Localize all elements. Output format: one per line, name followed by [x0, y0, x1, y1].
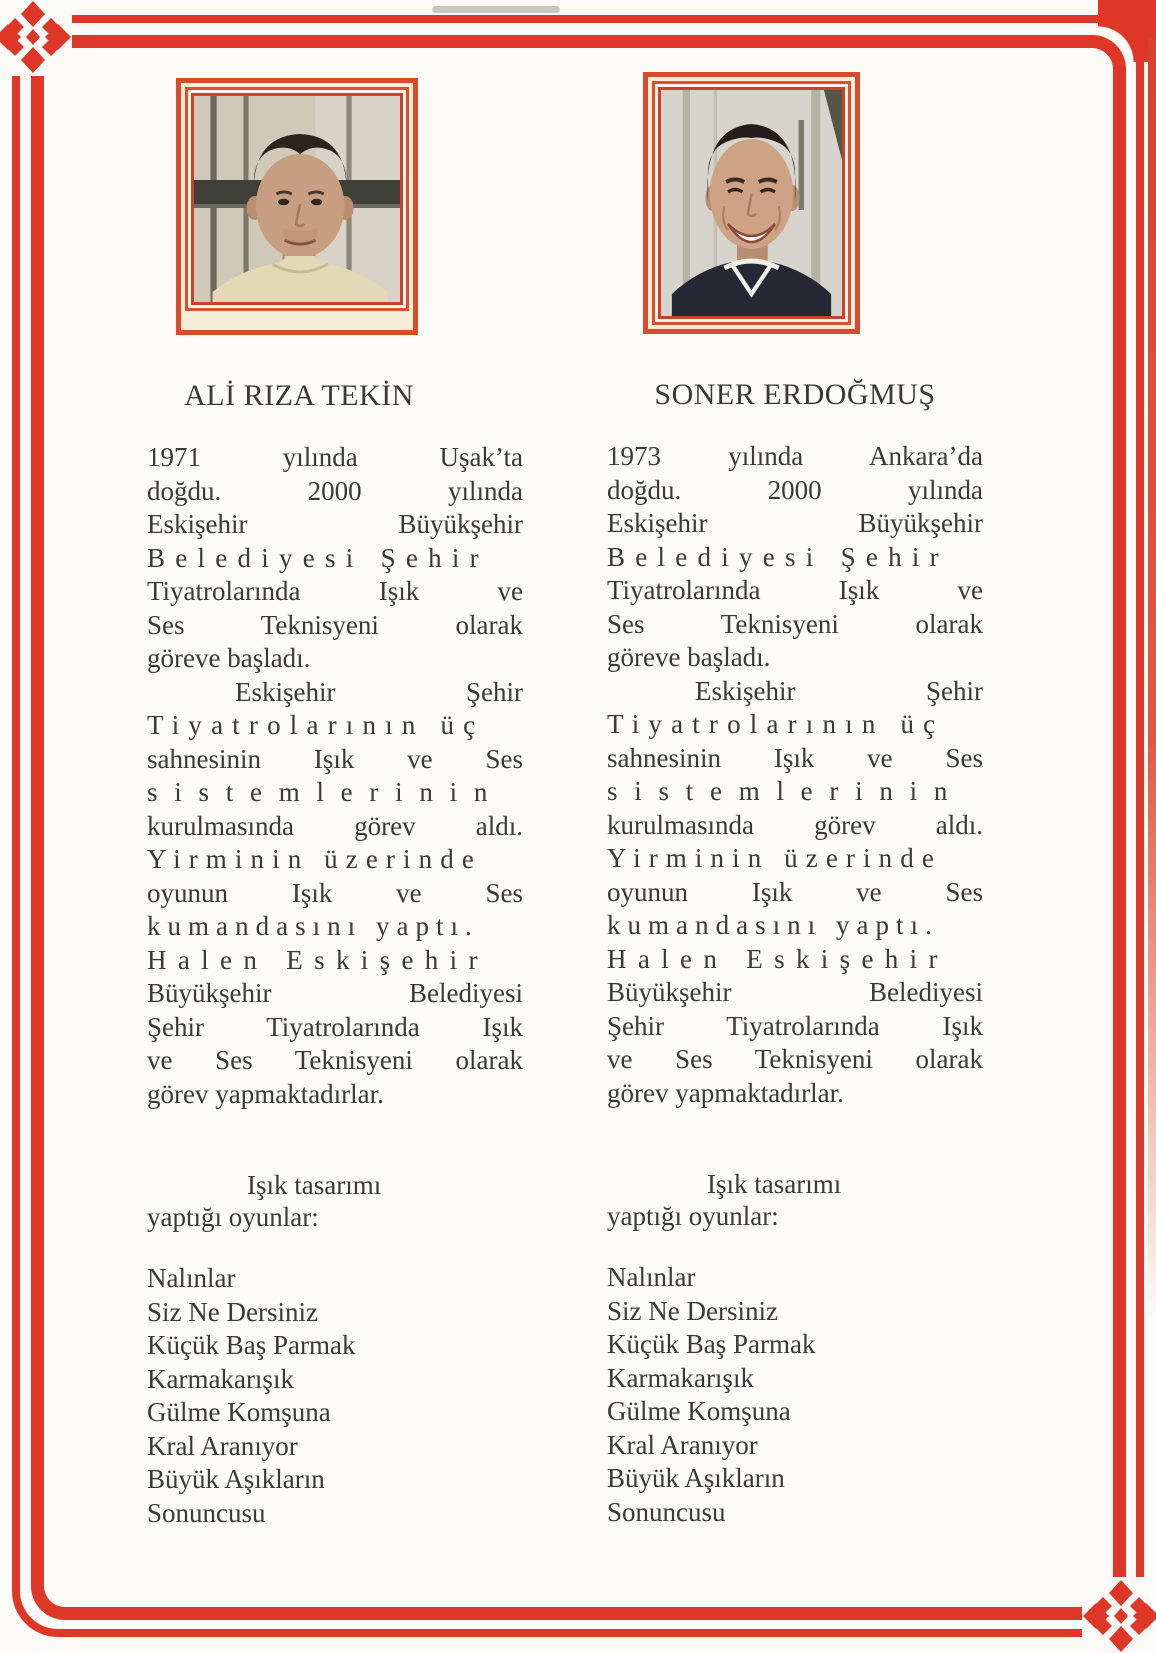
- bio-line: 1971 yılında Uşak’ta: [147, 442, 523, 472]
- bio-line: görev yapmaktadırlar.: [147, 1078, 384, 1109]
- play-title: Sonuncusu: [147, 1497, 266, 1528]
- play-title: Küçük Baş Parmak: [147, 1330, 356, 1360]
- bio-line: ve Ses Teknisyeni olarak: [147, 1045, 523, 1075]
- bio-line: Belediyesi Şehir: [147, 542, 489, 573]
- bio-line: Tiyatrolarında Işık ve: [607, 575, 983, 605]
- bio-line: 1973 yılında Ankara’da: [607, 441, 983, 471]
- bio-line: oyunun Işık ve Ses: [147, 877, 523, 908]
- diamond-ornament-icon: [0, 0, 72, 76]
- bio-line: kumandasını yaptı.: [147, 911, 479, 941]
- bio-line: kumandasını yaptı.: [607, 910, 939, 940]
- plays-label: [147, 1169, 523, 1233]
- play-title: Büyük Aşıkların: [147, 1464, 325, 1494]
- bio-line: Tiyatrolarının üç: [607, 709, 945, 739]
- play-title: Siz Ne Dersiniz: [607, 1295, 778, 1326]
- bio-line: oyunun Işık ve Ses: [607, 876, 983, 907]
- bio-line: kurulmasında görev aldı.: [607, 809, 983, 840]
- column-ali-riza-tekin: [147, 78, 523, 1530]
- bio-line: Tiyatrolarının üç: [147, 710, 485, 740]
- play-title: Kral Aranıyor: [147, 1430, 298, 1461]
- scan-smudge: [432, 6, 560, 13]
- bio-line: göreve başladı.: [147, 643, 311, 673]
- play-title: Kral Aranıyor: [607, 1429, 758, 1460]
- plays-label-line: yaptığı oyunlar:: [607, 1201, 779, 1231]
- person-name: ALİ RIZA TEKİN: [184, 379, 414, 412]
- bio-line: Şehir Tiyatrolarında Işık: [607, 1010, 983, 1041]
- diamond-ornament-icon: [1082, 1577, 1156, 1653]
- portrait-soner-erdogmus: [661, 90, 842, 316]
- bio-line: sistemlerinin: [147, 777, 505, 807]
- biography: [607, 440, 983, 1110]
- bio-line: Ses Teknisyeni olarak: [607, 608, 983, 639]
- plays-list: [607, 1261, 983, 1529]
- photo-frame: [643, 72, 860, 334]
- bio-line: Eskişehir Şehir: [695, 675, 983, 706]
- bio-line: ve Ses Teknisyeni olarak: [607, 1044, 983, 1074]
- bio-line: Eskişehir Şehir: [235, 676, 523, 707]
- play-title: Karmakarışık: [147, 1363, 294, 1394]
- play-title: Küçük Baş Parmak: [607, 1329, 816, 1359]
- bio-line: Yirminin üzerinde: [147, 844, 482, 874]
- person-name: SONER ERDOĞMUŞ: [654, 378, 936, 411]
- plays-label-line: yaptığı oyunlar:: [147, 1202, 319, 1232]
- biography: [147, 441, 523, 1111]
- bio-line: Ses Teknisyeni olarak: [147, 609, 523, 640]
- bio-line: Eskişehir Büyükşehir: [147, 509, 523, 539]
- bio-line: doğdu. 2000 yılında: [147, 475, 523, 506]
- bio-line: sistemlerinin: [607, 776, 965, 806]
- bio-line: Yirminin üzerinde: [607, 843, 942, 873]
- plays-label-line: Işık tasarımı: [247, 1170, 382, 1200]
- bio-line: Eskişehir Büyükşehir: [607, 508, 983, 538]
- play-title: Nalınlar: [607, 1262, 696, 1292]
- bio-line: Halen Eskişehir: [607, 943, 949, 974]
- column-soner-erdogmus: [607, 78, 983, 1529]
- photo-frame: [176, 78, 418, 335]
- bio-line: Büyükşehir Belediyesi: [607, 977, 983, 1007]
- bio-line: Şehir Tiyatrolarında Işık: [147, 1011, 523, 1042]
- bio-line: Büyükşehir Belediyesi: [147, 978, 523, 1008]
- plays-list: [147, 1262, 523, 1530]
- bio-line: görev yapmaktadırlar.: [607, 1077, 844, 1108]
- bio-line: doğdu. 2000 yılında: [607, 474, 983, 505]
- play-title: Gülme Komşuna: [147, 1397, 331, 1427]
- plays-label-line: Işık tasarımı: [707, 1169, 842, 1199]
- bio-line: Halen Eskişehir: [147, 944, 489, 975]
- portrait-ali-riza-tekin: [194, 96, 400, 302]
- bio-line: Belediyesi Şehir: [607, 541, 949, 572]
- right-edge-strip: [1148, 38, 1156, 1318]
- bio-line: sahnesinin Işık ve Ses: [147, 743, 523, 774]
- play-title: Sonuncusu: [607, 1496, 726, 1527]
- bio-line: sahnesinin Işık ve Ses: [607, 742, 983, 773]
- play-title: Büyük Aşıkların: [607, 1463, 785, 1493]
- play-title: Karmakarışık: [607, 1362, 754, 1393]
- play-title: Siz Ne Dersiniz: [147, 1296, 318, 1327]
- plays-label: [607, 1168, 983, 1232]
- bio-line: göreve başladı.: [607, 642, 771, 672]
- bio-line: Tiyatrolarında Işık ve: [147, 576, 523, 606]
- bio-line: kurulmasında görev aldı.: [147, 810, 523, 841]
- play-title: Gülme Komşuna: [607, 1396, 791, 1426]
- play-title: Nalınlar: [147, 1263, 236, 1293]
